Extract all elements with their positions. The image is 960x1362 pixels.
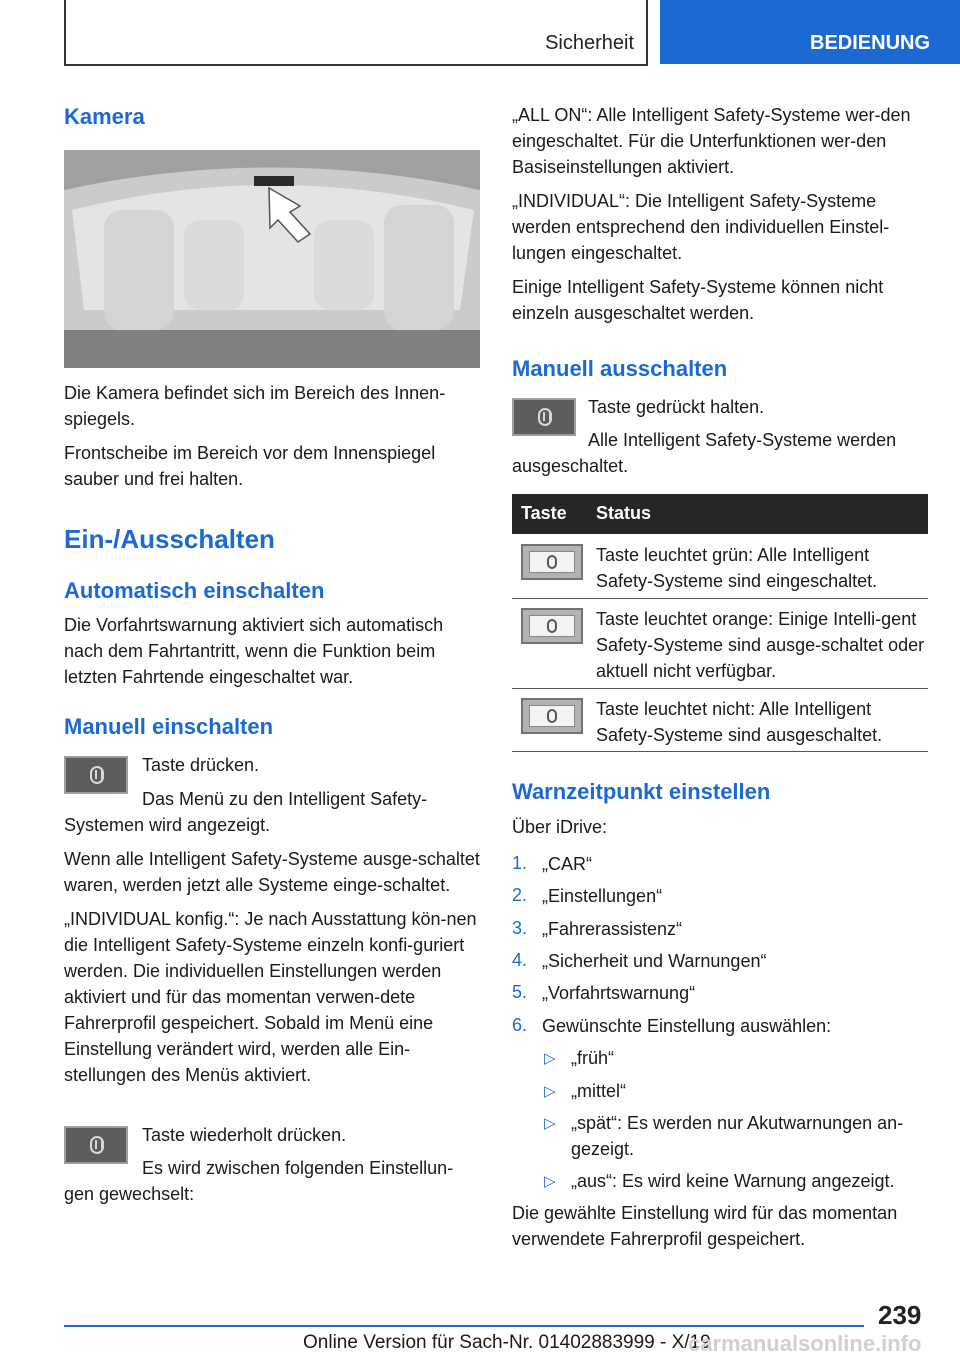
step-number: 6. bbox=[512, 1015, 528, 1035]
taste-druecken-text: Taste drücken. bbox=[142, 755, 260, 775]
table-header-status: Status bbox=[596, 503, 652, 523]
warnzeitpunkt-heading: Warnzeitpunkt einstellen bbox=[512, 779, 771, 804]
step-number: 4. bbox=[512, 950, 528, 970]
sub-marker-icon: ▷ bbox=[544, 1115, 556, 1132]
sub-marker-icon: ▷ bbox=[544, 1173, 556, 1190]
table-row-status: Taste leuchtet nicht: Alle Intelligent Safety-Systeme sind ausgeschaltet. bbox=[596, 699, 883, 745]
sub-option: „aus“: Es wird keine Warnung angezeigt. bbox=[571, 1171, 895, 1191]
table-row-divider bbox=[512, 598, 928, 599]
step-text: „Fahrerassistenz“ bbox=[542, 919, 683, 939]
header-chapter-label: BEDIENUNG bbox=[810, 32, 931, 54]
header-chapter-tab bbox=[660, 0, 960, 64]
allon-paragraph: „ALL ON“: Alle Intelligent Safety-Systeme wer-den eingeschaltet. Für die Unterfunktionen wer-den Basiseinstellungen aktiviert. bbox=[512, 105, 911, 177]
step-text: Gewünschte Einstellung auswählen: bbox=[542, 1016, 832, 1036]
sub-option: „spät“: Es werden nur Akutwarnungen an-gezeigt. bbox=[571, 1113, 904, 1159]
table-row-divider bbox=[512, 751, 928, 752]
safety-button-green-icon bbox=[521, 544, 583, 580]
individual-konfig-paragraph: „INDIVIDUAL konfig.“: Je nach Ausstattung kön-nen die Intelligent Safety-Systeme einzeln konfi-guriert werden. Die individuellen Einstellungen werden aktiviert und für das momentan verwen-dete Fahrerprofil gespeichert. Sobald im Menü eine Einstellung verändert wird, werden alle Ein-stellungen des Menüs aktiviert. bbox=[64, 909, 477, 1085]
manuell-ausschalten-heading: Manuell ausschalten bbox=[512, 356, 728, 381]
kamera-paragraph-2: Frontscheibe im Bereich vor dem Innenspiegel sauber und frei halten. bbox=[64, 443, 436, 489]
automatisch-einschalten-heading: Automatisch einschalten bbox=[64, 578, 325, 603]
step-text: „Vorfahrtswarnung“ bbox=[542, 983, 696, 1003]
table-row-status: Taste leuchtet grün: Alle Intelligent Safety-Systeme sind eingeschaltet. bbox=[596, 545, 878, 591]
safety-button-orange-icon bbox=[521, 608, 583, 644]
sub-marker-icon: ▷ bbox=[544, 1050, 556, 1067]
sub-option: „früh“ bbox=[571, 1048, 615, 1068]
step-number: 1. bbox=[512, 853, 528, 873]
step-text: „Sicherheit und Warnungen“ bbox=[542, 951, 767, 971]
header-section-box bbox=[64, 0, 648, 64]
header-section-title: Sicherheit bbox=[545, 32, 634, 54]
gedrueckt-text: Taste gedrückt halten. bbox=[588, 397, 765, 417]
status-table-header bbox=[512, 494, 928, 534]
sub-option: „mittel“ bbox=[571, 1081, 626, 1101]
step-number: 2. bbox=[512, 885, 528, 905]
footer-divider bbox=[64, 1325, 864, 1327]
individual-paragraph: „INDIVIDUAL“: Die Intelligent Safety-Systeme werden entsprechend den individuellen Einstel-lungen eingeschaltet. bbox=[512, 191, 890, 263]
table-header-taste: Taste bbox=[521, 503, 567, 523]
watermark-text: carmanualsonline.info bbox=[688, 1331, 922, 1356]
step-number: 5. bbox=[512, 982, 528, 1002]
menu-paragraph: Das Menü zu den Intelligent Safety-Systemen wird angezeigt. bbox=[64, 789, 428, 835]
camera-location-image bbox=[64, 150, 480, 368]
einige-paragraph: Einige Intelligent Safety-Systeme können nicht einzeln ausgeschaltet werden. bbox=[512, 277, 884, 323]
sub-marker-icon: ▷ bbox=[544, 1083, 556, 1100]
manuell-einschalten-heading: Manuell einschalten bbox=[64, 714, 274, 739]
ein-ausschalten-heading: Ein-/Ausschalten bbox=[64, 524, 275, 554]
automatisch-paragraph: Die Vorfahrtswarnung aktiviert sich automatisch nach dem Fahrtantritt, wenn die Funktion beim letzten Fahrtende eingeschaltet war. bbox=[64, 615, 444, 687]
kamera-text-block bbox=[64, 380, 480, 492]
final-paragraph: Die gewählte Einstellung wird für das momentan verwendete Fahrerprofil gespeichert. bbox=[512, 1203, 898, 1249]
step-number: 3. bbox=[512, 918, 528, 938]
kamera-paragraph-1: Die Kamera befindet sich im Bereich des Innen-spiegels. bbox=[64, 383, 446, 429]
step-text: „CAR“ bbox=[542, 854, 592, 874]
safety-button-off-icon bbox=[521, 698, 583, 734]
header-divider bbox=[64, 64, 648, 66]
wechsel-paragraph: Es wird zwischen folgenden Einstellun-gen gewechselt: bbox=[64, 1158, 454, 1204]
page-number: 239 bbox=[878, 1300, 922, 1330]
online-version-text: Online Version für Sach-Nr. 01402883999 - X/19 bbox=[303, 1332, 711, 1353]
table-row-divider bbox=[512, 688, 928, 689]
step-text: „Einstellungen“ bbox=[542, 886, 663, 906]
kamera-heading: Kamera bbox=[64, 104, 145, 129]
table-row-status: Taste leuchtet orange: Einige Intelli-gent Safety-Systeme sind ausge-schaltet oder aktuell nicht verfügbar. bbox=[596, 609, 925, 681]
ueber-idrive-text: Über iDrive: bbox=[512, 817, 608, 837]
alle-aus-paragraph: Alle Intelligent Safety-Systeme werden ausgeschaltet. bbox=[512, 430, 897, 476]
wenn-paragraph: Wenn alle Intelligent Safety-Systeme ausge-schaltet waren, werden jetzt alle Systeme einge-schaltet. bbox=[64, 849, 480, 895]
taste-wiederholt-text: Taste wiederholt drücken. bbox=[142, 1125, 347, 1145]
